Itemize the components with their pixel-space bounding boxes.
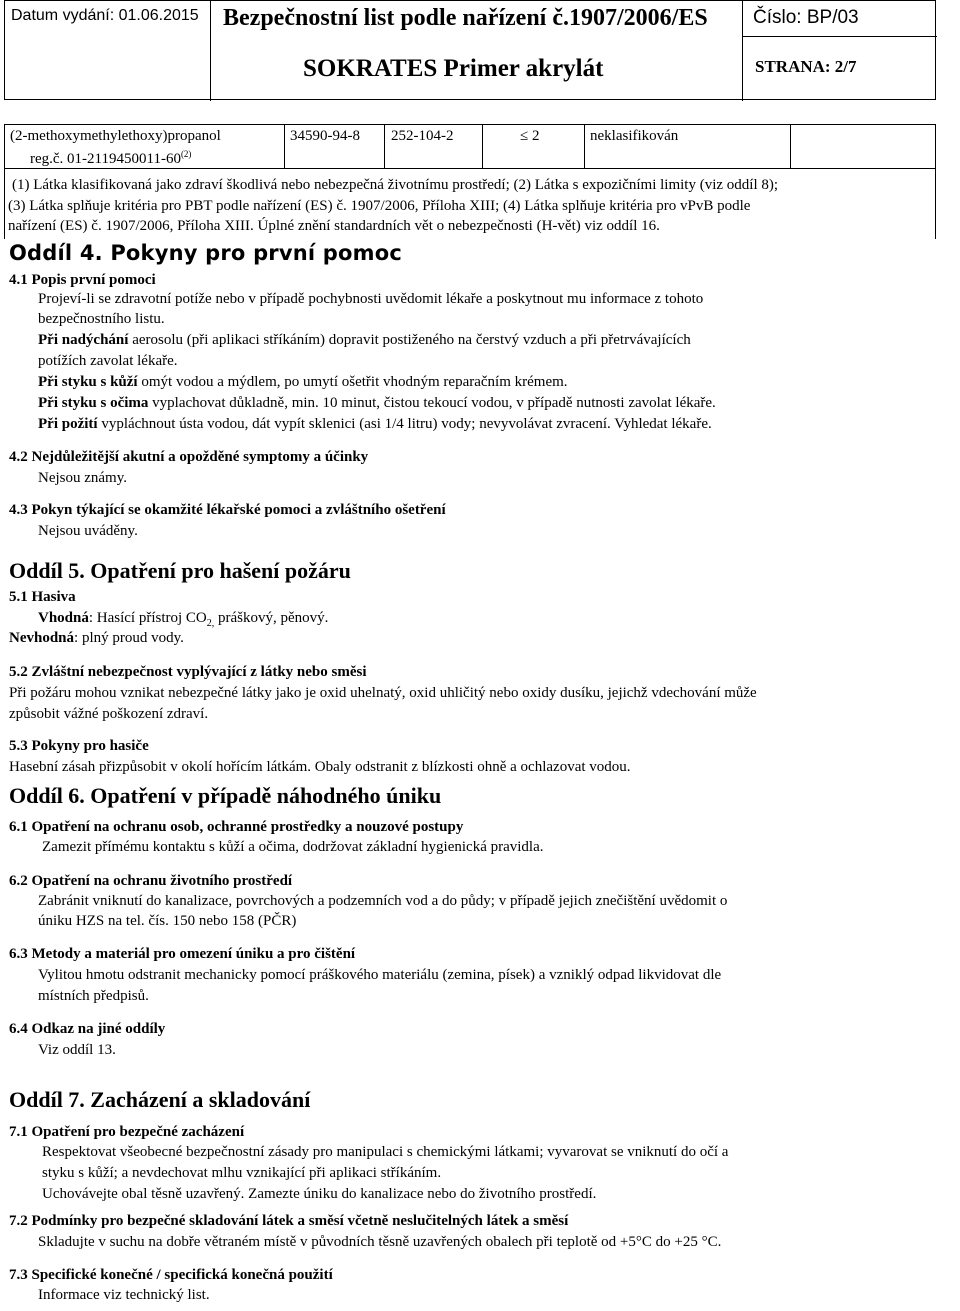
registration-number: reg.č. 01-2119450011-60$^{(2)}$ xyxy=(30,149,192,167)
cas-number: 34590-94-8 xyxy=(290,128,360,144)
concentration: ≤ 2 xyxy=(520,128,540,144)
paragraph: Nejsou uváděny. xyxy=(38,523,138,539)
paragraph: Projeví-li se zdravotní potíže nebo v případě pochybnosti uvědomit lékaře a poskytnout mu informace z tohoto xyxy=(38,291,704,307)
paragraph: Viz oddíl 13. xyxy=(38,1042,116,1058)
subsection-4-3-heading: 4.3 Pokyn týkající se okamžité lékařské pomoci a zvláštního ošetření xyxy=(9,502,446,518)
table-border xyxy=(4,169,5,239)
table-border xyxy=(384,125,385,169)
paragraph: Skladujte v suchu na dobře větraném místě v původních těsně uzavřených obalech při teplotě od +5°C do +25 °C. xyxy=(38,1234,722,1250)
suitable-extinguishing-media: Vhodná: Hasící přístroj $CO_{2,}$ práškový, pěnový. xyxy=(38,610,329,629)
subsection-7-2-heading: 7.2 Podmínky pro bezpečné skladování látek a směsí včetně neslučitelných látek a směsí xyxy=(9,1213,569,1229)
paragraph: Zamezit přímému kontaktu s kůží a očima, dodržovat základní hygienická pravidla. xyxy=(42,839,544,855)
paragraph: potížích zavolat lékaře. xyxy=(38,353,178,369)
subsection-4-1-heading: 4.1 Popis první pomoci xyxy=(9,272,156,288)
document-title: Bezpečnostní list podle nařízení č.1907/2006/ES xyxy=(223,5,708,31)
page-number: STRANA: 2/7 xyxy=(755,57,857,76)
paragraph: Nejsou známy. xyxy=(38,470,128,486)
footnote-line: (3) Látka splňuje kritéria pro PBT podle nařízení (ES) č. 1907/2006, Příloha XIII; (4) Látka splňuje kritéria pro vPvB podle xyxy=(8,198,751,214)
subsection-7-1-heading: 7.1 Opatření pro bezpečné zacházení xyxy=(9,1124,245,1140)
paragraph: Uchovávejte obal těsně uzavřený. Zamezte úniku do kanalizace nebo do životního prostředí. xyxy=(42,1186,597,1202)
section-7-title: Oddíl 7. Zacházení a skladování xyxy=(9,1087,311,1112)
eye-contact-instruction: Při styku s očima vyplachovat důkladně, min. 10 minut, čistou tekoucí vodou, v případě nutnosti zavolat lékaře. xyxy=(38,395,716,411)
table-border xyxy=(482,125,483,169)
subsection-6-3-heading: 6.3 Metody a materiál pro omezení úniku a pro čištění xyxy=(9,946,356,962)
table-border xyxy=(935,125,936,169)
section-4-title: Oddíl 4. Pokyny pro první pomoc xyxy=(9,241,403,265)
footnote-line: (1) Látka klasifikovaná jako zdraví škodlivá nebo nebezpečná životnímu prostředí; (2) Látka s expozičními limity (viz oddíl 8); xyxy=(12,177,779,193)
table-border xyxy=(4,125,5,169)
issue-date: Datum vydání: 01.06.2015 xyxy=(11,7,199,24)
table-border xyxy=(584,125,585,169)
header-date-cell xyxy=(5,1,211,101)
substance-table-row xyxy=(4,124,936,169)
subsection-4-2-heading: 4.2 Nejdůležitější akutní a opožděné symptomy a účinky xyxy=(9,449,369,465)
skin-contact-instruction: Při styku s kůží omýt vodou a mýdlem, po umytí ošetřit vhodným reparačním krémem. xyxy=(38,374,568,390)
paragraph: Zabránit vniknutí do kanalizace, povrchových a podzemních vod a do půdy; v případě jejich znečištění uvědomit o xyxy=(38,893,728,909)
paragraph: úniku HZS na tel. čís. 150 nebo 158 (PČR) xyxy=(38,913,297,929)
ingestion-instruction: Při požití vypláchnout ústa vodou, dát vypít sklenici (asi 1/4 litru) vody; nevyvolávat zvracení. Vyhledat lékaře. xyxy=(38,416,712,432)
inhalation-instruction: Při nadýchání aerosolu (při aplikaci stříkáním) dopravit postiženého na čerstvý vzduch a při přetrvávajících xyxy=(38,332,691,348)
ec-number: 252-104-2 xyxy=(391,128,454,144)
paragraph: Vylitou hmotu odstranit mechanicky pomocí práškového materiálu (zemina, písek) a vzniklý odpad likvidovat dle xyxy=(38,967,722,983)
section-5-title: Oddíl 5. Opatření pro hašení požáru xyxy=(9,558,351,583)
paragraph: Informace viz technický list. xyxy=(38,1287,210,1303)
subsection-6-1-heading: 6.1 Opatření na ochranu osob, ochranné prostředky a nouzové postupy xyxy=(9,819,464,835)
paragraph: bezpečnostního listu. xyxy=(38,311,165,327)
table-border xyxy=(284,125,285,169)
subsection-7-3-heading: 7.3 Specifické konečné / specifická konečná použití xyxy=(9,1267,333,1283)
header-title-cell xyxy=(211,1,743,37)
unsuitable-extinguishing-media: Nevhodná: plný proud vody. xyxy=(9,630,184,646)
product-name: SOKRATES Primer akrylát xyxy=(303,55,604,82)
paragraph: Hasební zásah přizpůsobit v okolí hořícím látkám. Obaly odstranit z blízkosti ohně a ochlazovat vodou. xyxy=(9,759,631,775)
header-number-cell xyxy=(743,1,937,37)
subsection-5-3-heading: 5.3 Pokyny pro hasiče xyxy=(9,738,149,754)
classification: neklasifikován xyxy=(590,128,679,144)
document-number: Číslo: BP/03 xyxy=(753,7,859,28)
subsection-6-4-heading: 6.4 Odkaz na jiné oddíly xyxy=(9,1021,166,1037)
paragraph: způsobit vážné poškození zdraví. xyxy=(9,706,209,722)
section-6-title: Oddíl 6. Opatření v případě náhodného úniku xyxy=(9,783,442,808)
substance-name: (2-methoxymethylethoxy)propanol xyxy=(10,128,221,144)
paragraph: Respektovat všeobecné bezpečnostní zásady pro manipulaci s chemickými látkami; vyvarovat se vniknutí do očí a xyxy=(42,1144,729,1160)
header-product-cell xyxy=(211,37,743,101)
paragraph: Při požáru mohou vznikat nebezpečné látky jako je oxid uhelnatý, oxid uhličitý nebo oxidy dusíku, jejichž vdechování může xyxy=(9,685,757,701)
table-border xyxy=(790,125,791,169)
subsection-5-2-heading: 5.2 Zvláštní nebezpečnost vyplývající z látky nebo směsi xyxy=(9,664,367,680)
subsection-6-2-heading: 6.2 Opatření na ochranu životního prostředí xyxy=(9,873,293,889)
table-footnote xyxy=(4,168,936,239)
paragraph: styku s kůží; a nevdechovat mlhu vznikající při aplikaci stříkáním. xyxy=(42,1165,442,1181)
table-border xyxy=(935,169,936,239)
subsection-5-1-heading: 5.1 Hasiva xyxy=(9,589,76,605)
paragraph: místních předpisů. xyxy=(38,988,149,1004)
header-page-cell xyxy=(743,37,937,101)
footnote-line: nařízení (ES) č. 1907/2006, Příloha XIII. Úplné znění standardních vět o nebezpečnosti (H-vět) viz oddíl 16. xyxy=(8,218,660,234)
document-header xyxy=(4,0,936,100)
